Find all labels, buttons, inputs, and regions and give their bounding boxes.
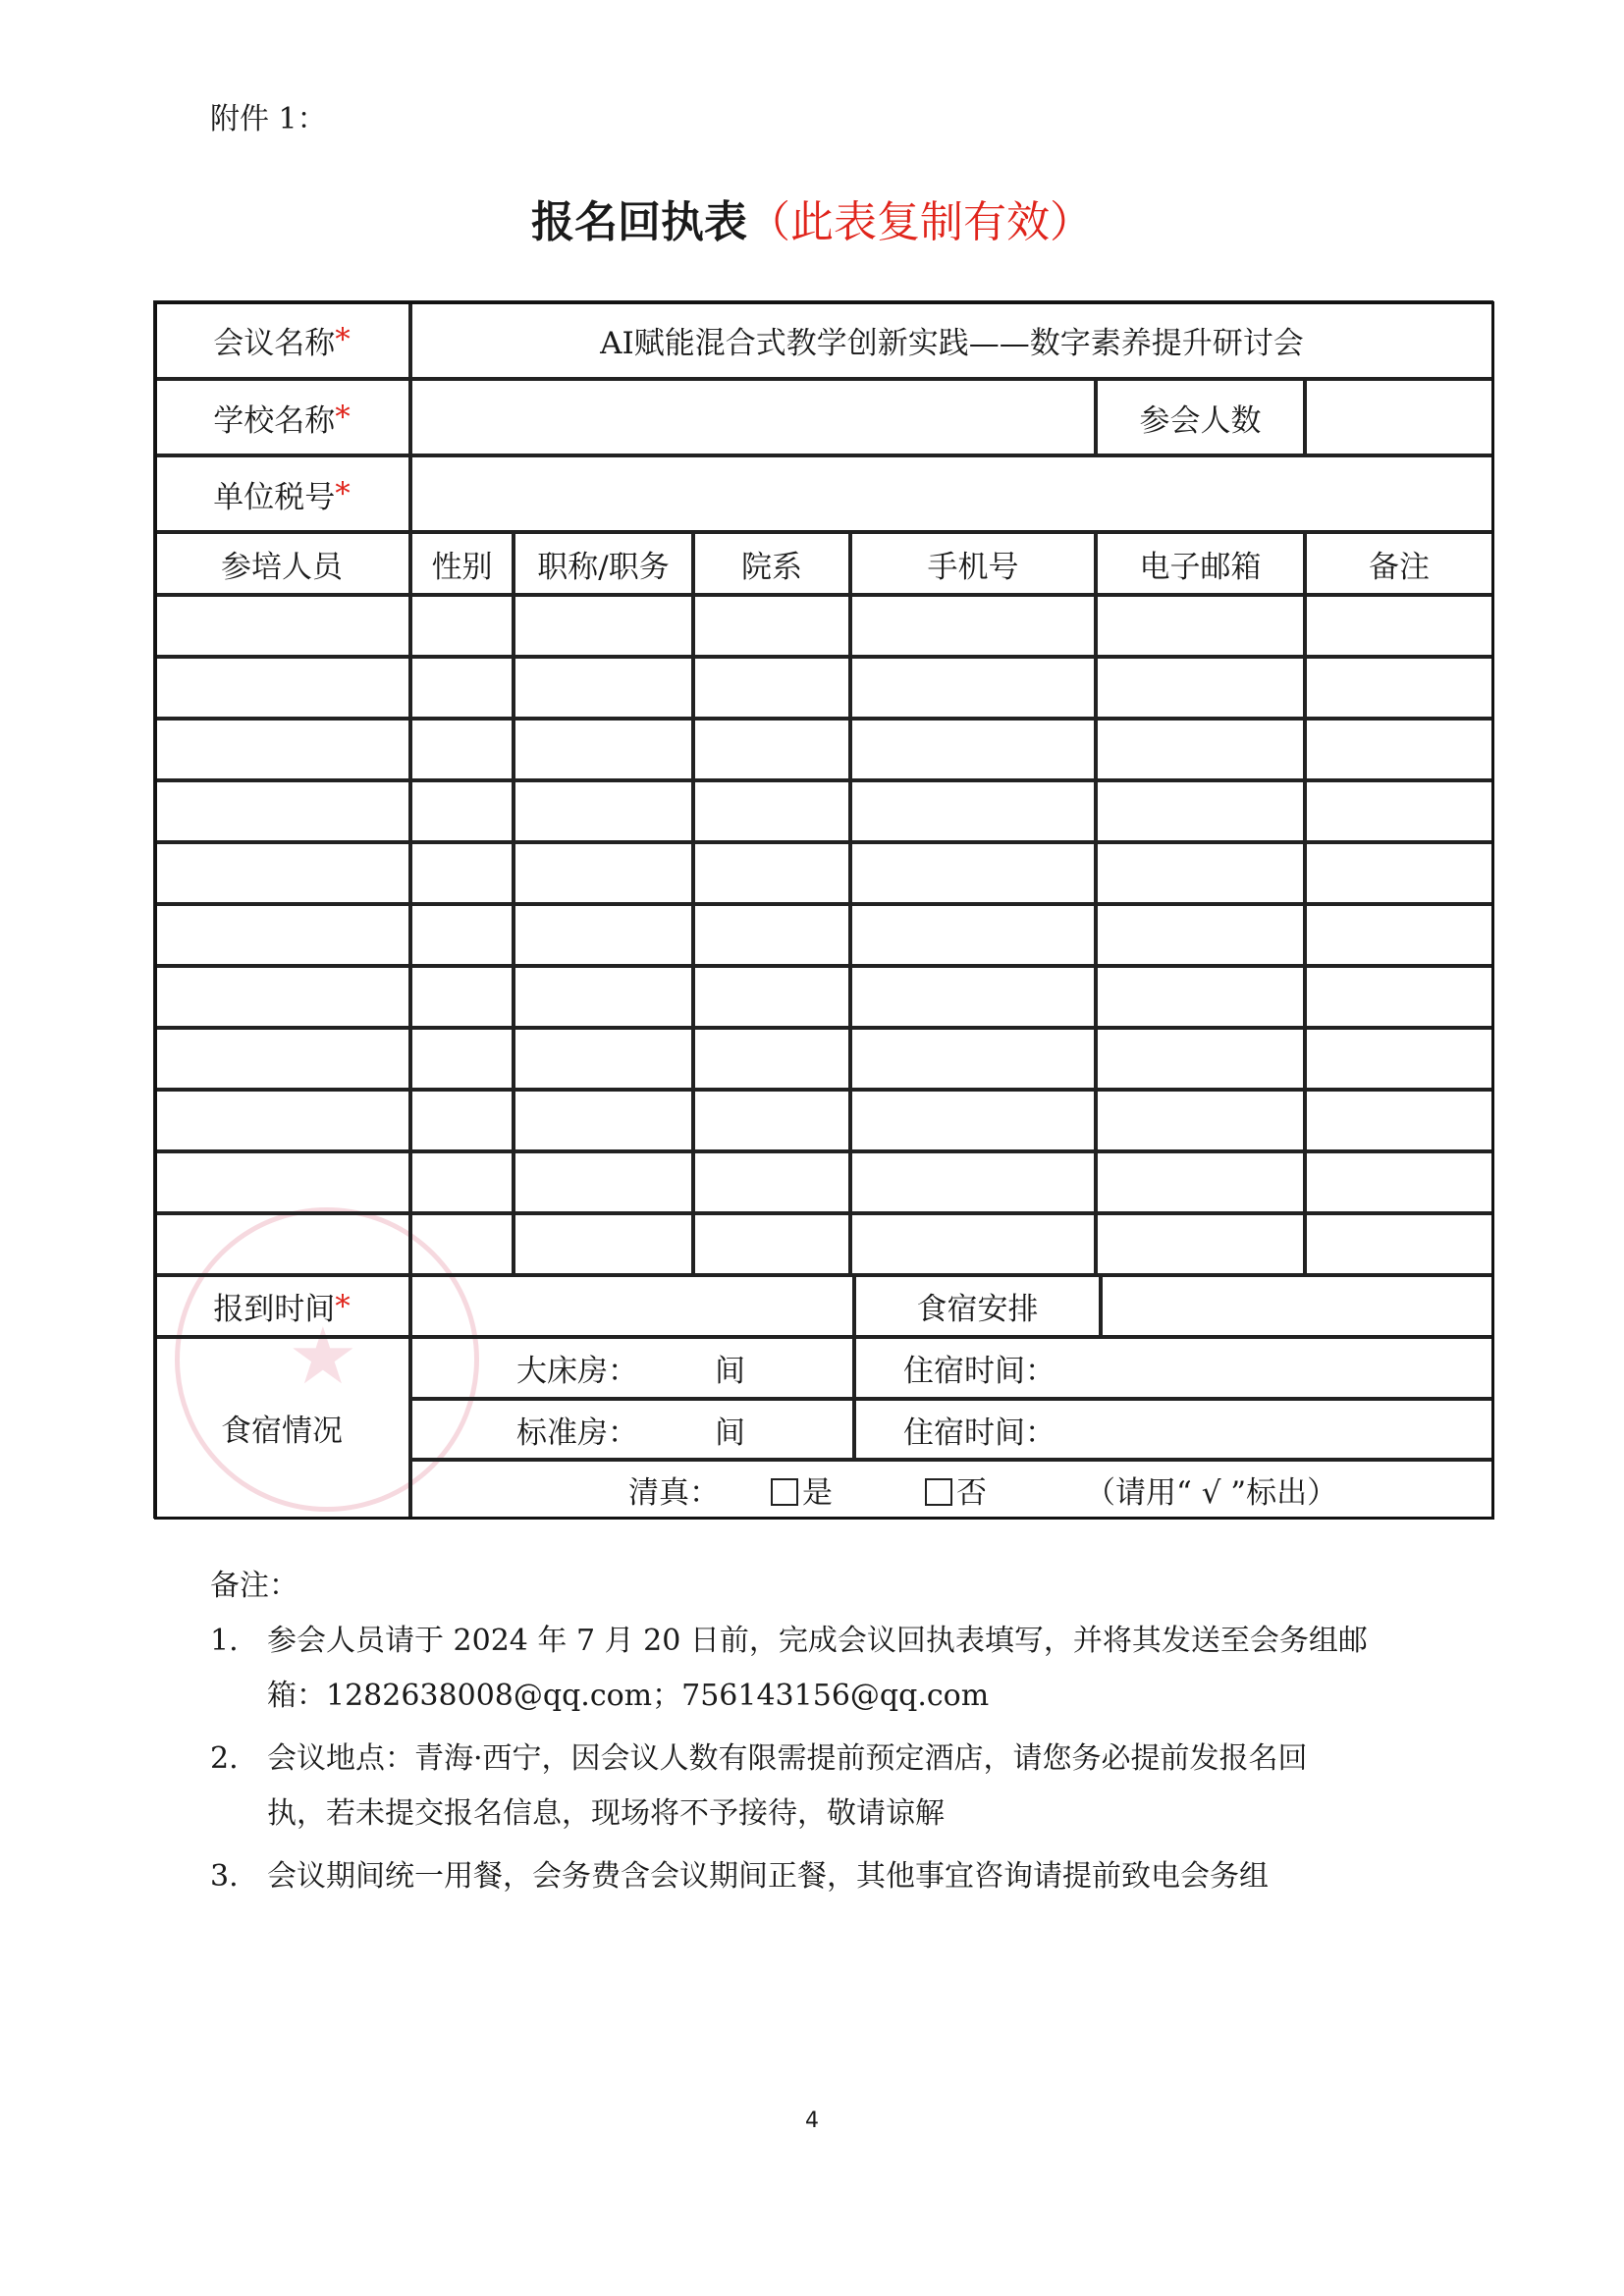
note-line: 执，若未提交报名信息，现场将不予接待，敬请谅解 (267, 1796, 945, 1831)
table-cell[interactable] (153, 966, 410, 1028)
table-cell[interactable] (514, 1090, 693, 1151)
table-cell[interactable] (693, 1090, 850, 1151)
report-time-label: 报到时间 (213, 1292, 336, 1327)
check-hint: （请用“ √ ”标出） (1085, 1474, 1338, 1511)
attendee-count-input[interactable] (1305, 379, 1493, 455)
halal-row (410, 1460, 1493, 1519)
table-cell[interactable] (850, 780, 1096, 842)
form-title-main: 报名回执表 (531, 197, 747, 247)
room-unit: 间 (715, 1354, 745, 1389)
attachment-label: 附件 1： (210, 102, 327, 136)
table-cell[interactable] (1305, 719, 1493, 780)
table-cell[interactable] (514, 1213, 693, 1275)
table-cell[interactable] (693, 657, 850, 719)
required-mark: * (335, 400, 351, 435)
tax-id-label: 单位税号 (213, 479, 336, 515)
table-cell[interactable] (1096, 1213, 1305, 1275)
table-cell[interactable] (153, 1090, 410, 1151)
table-cell[interactable] (410, 1090, 514, 1151)
meeting-name-value-cell (410, 300, 1493, 379)
form-title-note: （此表复制有效） (747, 197, 1093, 247)
room-unit: 间 (715, 1415, 745, 1451)
table-cell[interactable] (693, 904, 850, 966)
form-title (0, 187, 1624, 249)
table-cell[interactable] (1096, 1090, 1305, 1151)
table-cell[interactable] (1096, 1151, 1305, 1213)
school-name-label-cell (153, 379, 410, 455)
table-cell[interactable] (410, 657, 514, 719)
table-cell[interactable] (693, 780, 850, 842)
table-cell[interactable] (1096, 1028, 1305, 1090)
lodging-arrangement-input[interactable] (1101, 1275, 1493, 1337)
table-cell[interactable] (850, 904, 1096, 966)
table-cell[interactable] (693, 1213, 850, 1275)
standard-room-label: 标准房： (516, 1415, 638, 1451)
table-cell[interactable] (1305, 842, 1493, 904)
king-room-label: 大床房： (516, 1354, 638, 1389)
table-cell[interactable] (153, 657, 410, 719)
table-cell[interactable] (1305, 780, 1493, 842)
meeting-name-label: 会议名称 (213, 325, 336, 361)
table-cell[interactable] (1096, 719, 1305, 780)
registration-form-table (154, 301, 1494, 1520)
tax-id-input[interactable] (410, 455, 1493, 532)
lodging-arrangement-label: 食宿安排 (916, 1292, 1039, 1327)
note-number: 2. (210, 1741, 239, 1776)
lodging-label: 食宿情况 (221, 1414, 343, 1449)
table-cell[interactable] (693, 1151, 850, 1213)
table-cell[interactable] (410, 904, 514, 966)
table-cell[interactable] (1096, 657, 1305, 719)
table-cell[interactable] (850, 1151, 1096, 1213)
table-cell[interactable] (410, 1151, 514, 1213)
table-cell[interactable] (410, 966, 514, 1028)
table-cell[interactable] (693, 966, 850, 1028)
table-cell[interactable] (153, 1213, 410, 1275)
column-header: 手机号 (850, 532, 1096, 595)
table-cell[interactable] (153, 842, 410, 904)
table-cell[interactable] (1305, 1090, 1493, 1151)
required-mark: * (335, 322, 351, 357)
halal-label: 清真： (628, 1474, 720, 1511)
table-cell[interactable] (1096, 780, 1305, 842)
table-cell[interactable] (514, 1151, 693, 1213)
king-room-cell[interactable] (410, 1337, 854, 1399)
standard-room-stay-time-cell[interactable] (854, 1399, 1493, 1460)
table-cell[interactable] (693, 719, 850, 780)
column-header: 参培人员 (153, 532, 410, 595)
table-cell[interactable] (1305, 966, 1493, 1028)
table-cell[interactable] (850, 1028, 1096, 1090)
table-cell[interactable] (514, 780, 693, 842)
required-mark: * (335, 476, 351, 511)
table-cell[interactable] (410, 842, 514, 904)
column-header: 职称/职务 (514, 532, 693, 595)
note-line: 会议地点：青海·西宁，因会议人数有限需提前预定酒店，请您务必提前发报名回 (267, 1741, 1308, 1776)
note-line: 参会人员请于 2024 年 7 月 20 日前，完成会议回执表填写，并将其发送至会务组邮 (267, 1624, 1368, 1658)
table-cell[interactable] (153, 1028, 410, 1090)
checkbox-yes[interactable] (771, 1478, 798, 1506)
table-cell[interactable] (1305, 595, 1493, 657)
table-cell[interactable] (693, 842, 850, 904)
attendee-count-label: 参会人数 (1139, 402, 1262, 439)
lodging-label-cell (153, 1337, 410, 1519)
table-cell[interactable] (153, 1151, 410, 1213)
table-cell[interactable] (410, 780, 514, 842)
table-cell[interactable] (410, 1213, 514, 1275)
table-cell[interactable] (1096, 842, 1305, 904)
table-cell[interactable] (850, 966, 1096, 1028)
table-cell[interactable] (850, 1090, 1096, 1151)
table-cell[interactable] (514, 657, 693, 719)
meeting-name-value: AI赋能混合式教学创新实践——数字素养提升研讨会 (600, 325, 1304, 361)
table-cell[interactable] (410, 595, 514, 657)
page-number: 4 (805, 2109, 819, 2133)
note-line: 会议期间统一用餐，会务费含会议期间正餐，其他事宜咨询请提前致电会务组 (267, 1859, 1269, 1894)
table-cell[interactable] (1305, 657, 1493, 719)
stay-time-label: 住宿时间： (903, 1354, 1056, 1389)
table-cell[interactable] (1305, 904, 1493, 966)
notes-heading: 备注： (210, 1569, 298, 1603)
halal-no-option[interactable] (925, 1468, 987, 1512)
halal-no-label: 否 (956, 1474, 987, 1511)
note-line: 箱：1282638008@qq.com；756143156@qq.com (267, 1679, 990, 1713)
table-cell[interactable] (514, 904, 693, 966)
table-cell[interactable] (850, 657, 1096, 719)
table-cell[interactable] (1096, 595, 1305, 657)
tax-id-label-cell (153, 455, 410, 532)
column-header: 电子邮箱 (1096, 532, 1305, 595)
stay-time-label: 住宿时间： (903, 1415, 1056, 1451)
table-cell[interactable] (850, 842, 1096, 904)
table-cell[interactable] (153, 780, 410, 842)
checkbox-no[interactable] (925, 1478, 952, 1506)
table-cell[interactable] (1096, 966, 1305, 1028)
table-cell[interactable] (153, 595, 410, 657)
table-cell[interactable] (1305, 1151, 1493, 1213)
table-cell[interactable] (153, 719, 410, 780)
table-cell[interactable] (693, 595, 850, 657)
halal-yes-option[interactable] (771, 1468, 833, 1512)
school-name-label: 学校名称 (213, 402, 336, 439)
table-cell[interactable] (1305, 1213, 1493, 1275)
column-header: 备注 (1305, 532, 1493, 595)
table-cell[interactable] (514, 595, 693, 657)
required-mark: * (335, 1288, 351, 1324)
table-cell[interactable] (850, 1213, 1096, 1275)
table-cell[interactable] (514, 1028, 693, 1090)
table-cell[interactable] (514, 719, 693, 780)
column-header: 院系 (693, 532, 850, 595)
king-room-stay-time-cell[interactable] (854, 1337, 1493, 1399)
school-name-input[interactable] (410, 379, 1096, 455)
table-cell[interactable] (410, 1028, 514, 1090)
table-cell[interactable] (153, 904, 410, 966)
attendee-count-label-cell (1096, 379, 1305, 455)
table-cell[interactable] (1305, 1028, 1493, 1090)
table-cell[interactable] (850, 595, 1096, 657)
table-cell[interactable] (1096, 904, 1305, 966)
report-time-label-cell (153, 1275, 410, 1337)
report-time-input[interactable] (410, 1275, 854, 1337)
note-number: 1. (210, 1624, 239, 1658)
halal-yes-label: 是 (802, 1474, 833, 1511)
standard-room-cell[interactable] (410, 1399, 854, 1460)
table-cell[interactable] (850, 719, 1096, 780)
column-header: 性别 (410, 532, 514, 595)
table-cell[interactable] (514, 842, 693, 904)
table-cell[interactable] (410, 719, 514, 780)
table-cell[interactable] (514, 966, 693, 1028)
table-cell[interactable] (693, 1028, 850, 1090)
lodging-arrangement-label-cell (854, 1275, 1101, 1337)
meeting-name-label-cell (153, 300, 410, 379)
note-number: 3. (210, 1859, 239, 1894)
